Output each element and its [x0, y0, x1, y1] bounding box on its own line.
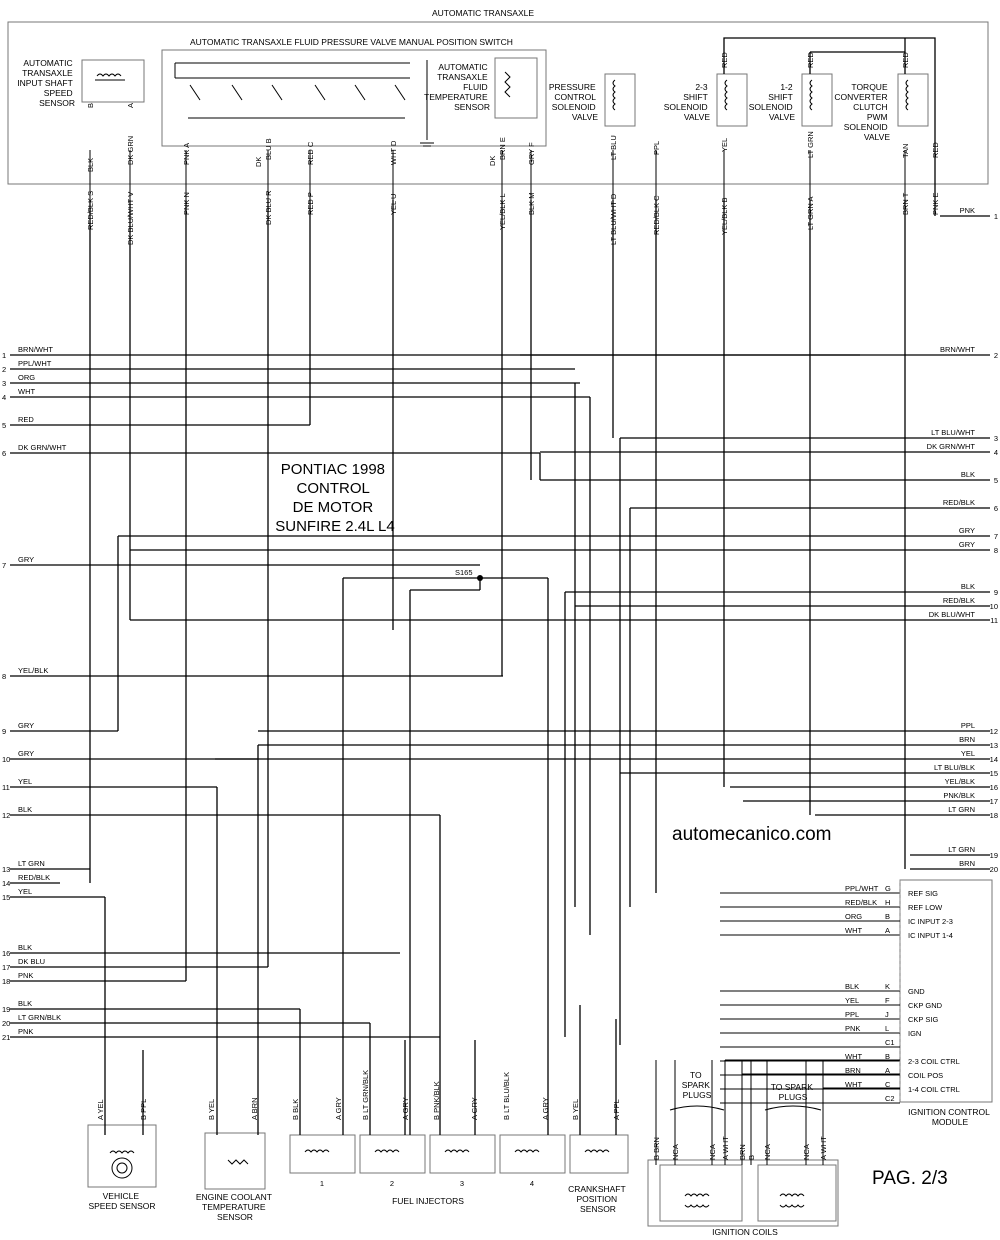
connector-inner-label: PPL — [652, 140, 661, 155]
left-wire-number: 8 — [2, 672, 7, 681]
left-wire-color: PPL/WHT — [18, 359, 52, 368]
right-wire-color: GRY — [958, 540, 975, 549]
right-wire-number: 19 — [989, 851, 998, 860]
component-pin-label: A PPL — [612, 1099, 621, 1120]
coil-pin-label: A WHT — [819, 1136, 828, 1160]
left-wire-color: RED/BLK — [18, 873, 51, 882]
icm-wire-color: PNK — [845, 1024, 861, 1033]
icm-pin-id: K — [885, 982, 891, 991]
left-wire-color: LT GRN/BLK — [18, 1013, 62, 1022]
connector-outer-label: PNK N — [182, 192, 191, 215]
coil-pin-label: NCA — [671, 1144, 680, 1160]
left-wire-color: GRY — [18, 749, 35, 758]
pcs-label: PRESSURE CONTROL SOLENOID VALVE — [548, 82, 598, 122]
left-wire-number: 14 — [2, 879, 11, 888]
spark-plug-brackets — [670, 1106, 821, 1110]
right-wire-color: LT GRN — [948, 845, 975, 854]
right-wire-color: BLK — [960, 582, 975, 591]
connector-outer-label: PNK E — [931, 192, 940, 215]
connector-inner-label: GRY F — [527, 142, 536, 165]
right-wire-color: BRN — [959, 735, 975, 744]
left-wire-number: 6 — [2, 449, 7, 458]
icm-pin-id: A — [885, 926, 891, 935]
component-pin-label: A GRY — [401, 1097, 410, 1120]
icm-pin-id: G — [885, 884, 891, 893]
right-wire-number: 13 — [989, 741, 998, 750]
connector-inner-label: BLU B — [264, 138, 273, 160]
icm-wire-color: WHT — [845, 926, 863, 935]
connector-inner-label: B — [86, 102, 95, 108]
connector-outer-label: RED/BLK S — [86, 190, 95, 230]
component-pin-label: A GRY — [541, 1097, 550, 1120]
left-wire-color: BLK — [18, 999, 33, 1008]
title-block: PONTIAC 1998 CONTROL DE MOTOR SUNFIRE 2.4L L4 — [275, 461, 395, 535]
left-wire-number: 12 — [2, 811, 11, 820]
left-wire-color: DK GRN/WHT — [18, 443, 67, 452]
coil-pin-label: NCA — [708, 1144, 717, 1160]
input-shaft-label: AUTOMATIC TRANSAXLE INPUT SHAFT SPEED SENSOR — [17, 58, 75, 108]
injector-3-box — [430, 1135, 495, 1173]
right-wire-color: PNK/BLK — [943, 791, 975, 800]
icm-pin-function: COIL POS — [908, 1071, 944, 1080]
left-wire-color: LT GRN — [18, 859, 45, 868]
right-wire-number: 9 — [993, 588, 998, 597]
valve-switch-label: AUTOMATIC TRANSAXLE FLUID PRESSURE VALVE MANUAL POSITION SWITCH — [190, 37, 513, 47]
icm-pin-id: F — [885, 996, 890, 1005]
left-wire-number: 10 — [2, 755, 11, 764]
right-wire-number: 10 — [989, 602, 998, 611]
right-wire-number: 18 — [989, 811, 998, 820]
right-wire-number: 6 — [993, 504, 998, 513]
right-wire-color: LT BLU/BLK — [934, 763, 975, 772]
right-wire-number: 11 — [990, 616, 998, 625]
component-pin-label: B BLK — [291, 1098, 300, 1120]
right-wire-number: 7 — [993, 532, 998, 541]
icm-pin-id: B — [885, 1052, 891, 1061]
right-wire-color: YEL/BLK — [944, 777, 975, 786]
connector-outer-label: RED P — [306, 192, 315, 215]
ect-label: ENGINE COOLANT TEMPERATURE SENSOR — [195, 1192, 272, 1222]
shift23-box — [717, 74, 747, 126]
right-wire-number: 20 — [989, 865, 998, 874]
icm-pin-function: GND — [908, 987, 925, 996]
icm-pin-id: A — [885, 1066, 891, 1075]
right-wire-number: 15 — [989, 769, 998, 778]
coil-pin-label: A WHT — [721, 1136, 730, 1160]
coil-pin-label: B BRN — [652, 1137, 661, 1160]
right-wire-number: 14 — [989, 755, 998, 764]
vss-label: VEHICLE SPEED SENSOR — [88, 1191, 156, 1211]
shift12-box — [802, 74, 832, 126]
connector-inner-label: LT GRN — [806, 131, 815, 158]
icm-pin-id: C1 — [885, 1038, 895, 1047]
switch-contacts — [175, 60, 434, 146]
right-wire-number: 1 — [993, 212, 998, 221]
connector-inner-label: RED C — [306, 141, 315, 165]
coil-pin-label: BRN — [738, 1144, 747, 1160]
coil-1-box — [660, 1165, 742, 1221]
coil-pin-label: B — [747, 1154, 756, 1160]
icm-wire-color: ORG — [845, 912, 863, 921]
left-wire-number: 4 — [2, 393, 7, 402]
injector-4-box — [500, 1135, 565, 1173]
injectors-label: FUEL INJECTORS — [392, 1196, 464, 1206]
connector-inner-label: A — [126, 102, 135, 108]
connector-inner-label: BLK — [86, 157, 95, 172]
component-pin-label: B YEL — [207, 1098, 216, 1120]
icm-pin-id: J — [885, 1010, 889, 1019]
right-wire-number: 5 — [993, 476, 998, 485]
left-wire-number: 17 — [2, 963, 11, 972]
connector-inner-label: RED — [806, 52, 815, 68]
connector-inner-label: BRN E — [498, 137, 507, 160]
icm-wire-color: PPL/WHT — [845, 884, 879, 893]
left-wire-color: WHT — [18, 387, 36, 396]
icm-pin-id: C — [885, 1080, 891, 1089]
icm-wire-color: PPL — [845, 1010, 860, 1019]
injector-3-number: 3 — [459, 1179, 465, 1188]
left-wire-color: ORG — [18, 373, 36, 382]
icm-pin-function: IGN — [908, 1029, 922, 1038]
icm-wire-color: RED/BLK — [845, 898, 878, 907]
component-pin-label: B PPL — [139, 1098, 148, 1120]
left-wire-number: 9 — [2, 727, 7, 736]
icm-pin-function: CKP GND — [908, 1001, 943, 1010]
right-wire-color: RED/BLK — [942, 596, 975, 605]
coil-pin-label: NCA — [802, 1144, 811, 1160]
left-wire-color: BLK — [18, 805, 33, 814]
icm-wire-color: WHT — [845, 1080, 863, 1089]
tcc-box — [898, 74, 928, 126]
component-pin-label: A GRY — [334, 1097, 343, 1120]
left-wire-color: PNK — [18, 971, 34, 980]
right-wire-color: BLK — [960, 470, 975, 479]
connector-inner-label: TAN — [901, 143, 910, 158]
left-wire-color: BLK — [18, 943, 33, 952]
coils-label: IGNITION COILS — [712, 1227, 778, 1237]
connector-inner-label: WHT D — [389, 140, 398, 165]
transaxle-title: AUTOMATIC TRANSAXLE — [432, 8, 535, 18]
connector-outer-label: BLK M — [527, 192, 536, 215]
injector-1-box — [290, 1135, 355, 1173]
coil-pin-label: NCA — [763, 1144, 772, 1160]
right-wire-color: DK BLU/WHT — [928, 610, 975, 619]
left-wire-number: 5 — [2, 421, 7, 430]
icm-pin-id: C2 — [885, 1094, 895, 1103]
pcs-box — [605, 74, 635, 126]
watermark: automecanico.com — [672, 824, 832, 845]
left-wire-number: 16 — [2, 949, 11, 958]
connector-inner-label: DK — [488, 155, 497, 166]
icm-pin-function: IC INPUT 2-3 — [908, 917, 953, 926]
coil-2-box — [758, 1165, 836, 1221]
left-wire-number: 1 — [2, 351, 7, 360]
connector-outer-label: BRN T — [901, 192, 910, 215]
connector-inner-label: PNK A — [182, 142, 191, 165]
splice-label: S165 — [455, 568, 473, 577]
shift12-label: 1-2 SHIFT SOLENOID VALVE — [748, 82, 795, 122]
right-wire-color: LT GRN — [948, 805, 975, 814]
right-wire-number: 16 — [989, 783, 998, 792]
icm-pin-id: B — [885, 912, 891, 921]
right-wire-number: 17 — [989, 797, 998, 806]
spark-plugs-1-label: TO SPARK PLUGS — [681, 1070, 712, 1100]
fluid-temp-sensor-box — [495, 58, 537, 118]
input-shaft-sensor-box — [82, 60, 144, 102]
icm-wire-color: YEL — [845, 996, 860, 1005]
right-wire-color: YEL — [960, 749, 975, 758]
connector-inner-label: RED — [901, 52, 910, 68]
component-pin-label: A BRN — [250, 1097, 259, 1120]
left-wire-number: 15 — [2, 893, 11, 902]
left-wire-number: 7 — [2, 561, 7, 570]
component-pin-label: B YEL — [571, 1098, 580, 1120]
splice-dot — [477, 575, 483, 581]
left-wire-number: 18 — [2, 977, 11, 986]
icm-pin-id: H — [885, 898, 891, 907]
right-wire-number: 12 — [989, 727, 998, 736]
connector-outer-label: YEL/BLK L — [498, 193, 507, 230]
fluid-temp-label: AUTOMATIC TRANSAXLE FLUID TEMPERATURE SENSOR — [424, 62, 490, 112]
right-wire-color: PPL — [960, 721, 975, 730]
right-wire-color: GRY — [958, 526, 975, 535]
right-wire-color: RED/BLK — [942, 498, 975, 507]
connector-outer-label: DK BLU/WHT V — [126, 191, 135, 245]
icm-pin-function: CKP SIG — [908, 1015, 939, 1024]
component-pin-label: A YEL — [96, 1099, 105, 1120]
ckp-label: CRANKSHAFT POSITION SENSOR — [568, 1184, 626, 1214]
right-wire-color: BRN — [959, 859, 975, 868]
left-wire-number: 19 — [2, 1005, 11, 1014]
injector-1-number: 1 — [319, 1179, 325, 1188]
connector-inner-label: DK — [254, 156, 263, 167]
ckp-box — [570, 1135, 628, 1173]
left-wire-number: 21 — [2, 1033, 11, 1042]
left-wire-number: 11 — [2, 783, 10, 792]
right-wire-number: 3 — [993, 434, 998, 443]
right-wire-number: 4 — [993, 448, 998, 457]
connector-outer-label: DK BLU R — [264, 190, 273, 225]
right-wire-color: DK GRN/WHT — [926, 442, 975, 451]
left-wire-color: GRY — [18, 555, 35, 564]
connector-outer-label: LT BLU/WHT D — [609, 193, 618, 245]
left-wire-color: YEL — [18, 887, 33, 896]
component-pin-label: B LT BLU/BLK — [502, 1071, 511, 1120]
left-wire-number: 13 — [2, 865, 11, 874]
left-wire-color: YEL — [18, 777, 33, 786]
icm-pin-function: 1-4 COIL CTRL — [908, 1085, 960, 1094]
left-wire-color: GRY — [18, 721, 35, 730]
icm-label: IGNITION CONTROL MODULE — [908, 1107, 990, 1127]
icm-pin-function: REF LOW — [908, 903, 943, 912]
icm-wire-color: BLK — [845, 982, 860, 991]
injector-2-box — [360, 1135, 425, 1173]
left-wire-number: 3 — [2, 379, 7, 388]
connector-inner-label: RED — [931, 142, 940, 158]
left-wire-color: BRN/WHT — [18, 345, 53, 354]
tcc-label: TORQUE CONVERTER CLUTCH PWM SOLENOID VALVE — [834, 82, 890, 142]
right-wire-number: 8 — [993, 546, 998, 555]
coils-box — [648, 1160, 838, 1226]
connector-outer-label: RED/BLK C — [652, 195, 661, 235]
connector-inner-label: RED — [720, 52, 729, 68]
component-pin-label: B PNK/BLK — [432, 1081, 441, 1120]
left-wire-number: 20 — [2, 1019, 11, 1028]
left-wire-color: RED — [18, 415, 34, 424]
right-wire-color: LT BLU/WHT — [931, 428, 975, 437]
component-pin-label: A GRY — [470, 1097, 479, 1120]
right-wire-number: 2 — [993, 351, 998, 360]
spark-plugs-2-label: TO SPARK PLUGS — [770, 1082, 813, 1102]
connector-outer-label: LT GRN A — [806, 196, 815, 230]
icm-pin-function: IC INPUT 1-4 — [908, 931, 953, 940]
left-wire-number: 2 — [2, 365, 7, 374]
connector-inner-label: LT BLU — [609, 135, 618, 160]
icm-pin-function: REF SIG — [908, 889, 939, 898]
shift23-label: 2-3 SHIFT SOLENOID VALVE — [663, 82, 710, 122]
icm-wire-color: BRN — [845, 1066, 861, 1075]
connector-outer-label: YEL U — [389, 193, 398, 215]
page-number: PAG. 2/3 — [872, 1168, 948, 1189]
injector-4-number: 4 — [529, 1179, 535, 1188]
connector-inner-label: DK GRN — [126, 135, 135, 165]
icm-pin-id: L — [885, 1024, 890, 1033]
right-wire-color: PNK — [959, 206, 975, 215]
icm-pin-function: 2-3 COIL CTRL — [908, 1057, 960, 1066]
left-wire-color: DK BLU — [18, 957, 46, 966]
right-wire-color: BRN/WHT — [940, 345, 975, 354]
connector-inner-label: YEL — [720, 137, 729, 152]
component-pin-label: B LT GRN/BLK — [361, 1069, 370, 1120]
injector-2-number: 2 — [389, 1179, 395, 1188]
icm-wire-color: WHT — [845, 1052, 863, 1061]
connector-outer-label: YEL/BLK B — [720, 197, 729, 235]
left-wire-color: YEL/BLK — [18, 666, 49, 675]
left-wire-color: PNK — [18, 1027, 34, 1036]
